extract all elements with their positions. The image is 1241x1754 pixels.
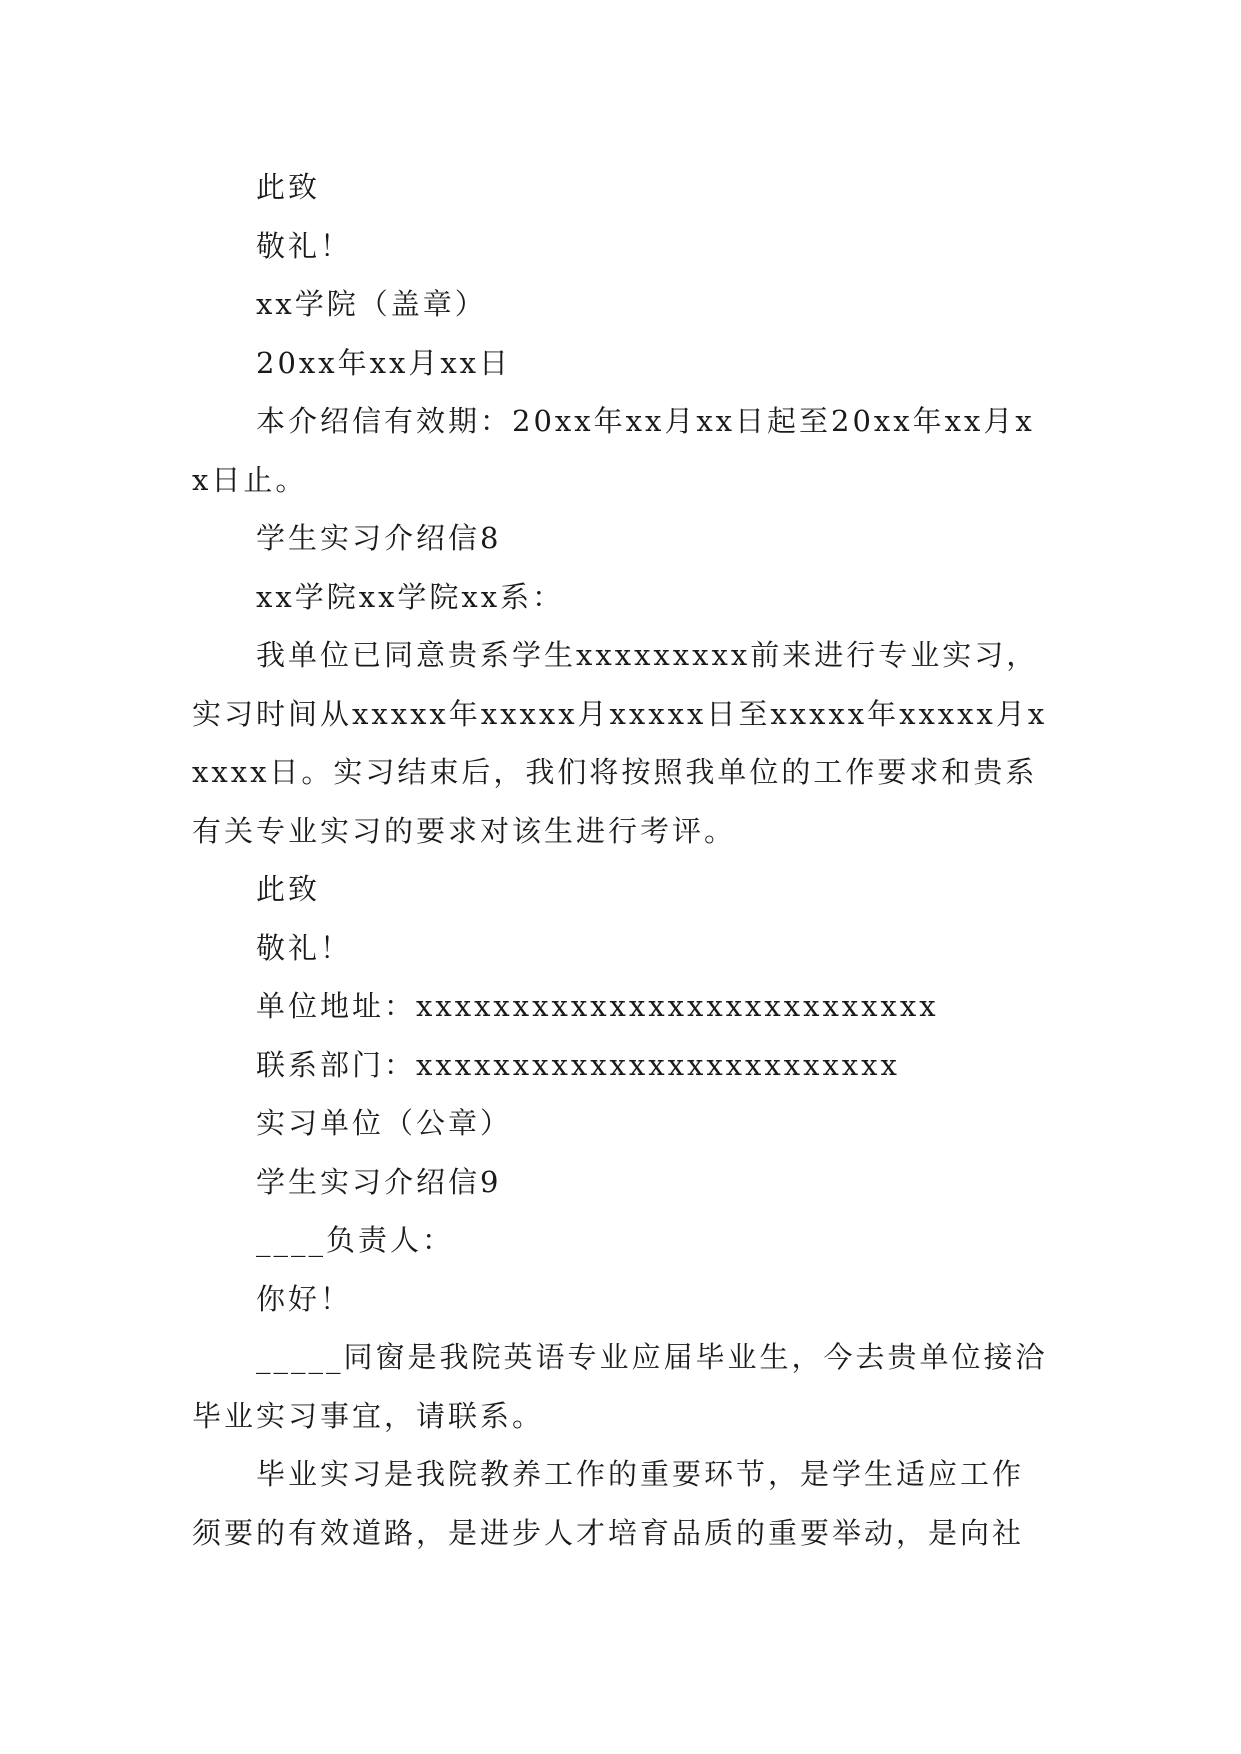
document-body: [192, 158, 1052, 1562]
letter-8-addressee: xx学院xx学院xx系：: [256, 579, 565, 614]
closing-regards: 敬礼！: [256, 228, 353, 263]
date-line: 20xx年xx月xx日: [256, 345, 512, 380]
letter-9-addressee: ____负责人：: [256, 1223, 455, 1257]
closing-regards-2: 敬礼！: [256, 930, 353, 965]
closing-salutation: 此致: [256, 170, 321, 204]
contact-department-line: 联系部门：xxxxxxxxxxxxxxxxxxxxxxxxx: [256, 1047, 900, 1082]
letter-9-title: 学生实习介绍信9: [256, 1164, 502, 1199]
college-seal-line: xx学院（盖章）: [256, 287, 487, 321]
letter-9-body-paragraph: 毕业实习是我院教养工作的重要环节，是学生适应工作须要的有效道路，是进步人才培育品质的重要举动，是向社: [192, 1457, 1025, 1550]
validity-paragraph: 本介绍信有效期：20xx年xx月xx日起至20xx年xx月xx日止。: [192, 404, 1035, 497]
letter-9-greeting: 你好！: [256, 1281, 353, 1316]
unit-address-line: 单位地址：xxxxxxxxxxxxxxxxxxxxxxxxxxx: [256, 989, 939, 1023]
closing-salutation-2: 此致: [256, 872, 321, 906]
letter-8-body: 我单位已同意贵系学生xxxxxxxxx前来进行专业实习，实习时间从xxxxx年xxxxx月xxxxx日至xxxxx年xxxxx月xxxxx日。实习结束后，我们将按照我单位的工作要求和贵系有关专业实习的要求对该生进行考评。: [192, 638, 1048, 848]
letter-8-title: 学生实习介绍信8: [256, 521, 502, 555]
letter-9-intro-paragraph: _____同窗是我院英语专业应届毕业生，今去贵单位接洽毕业实习事宜，请联系。: [192, 1340, 1048, 1433]
internship-unit-seal-line: 实习单位（公章）: [256, 1106, 513, 1140]
